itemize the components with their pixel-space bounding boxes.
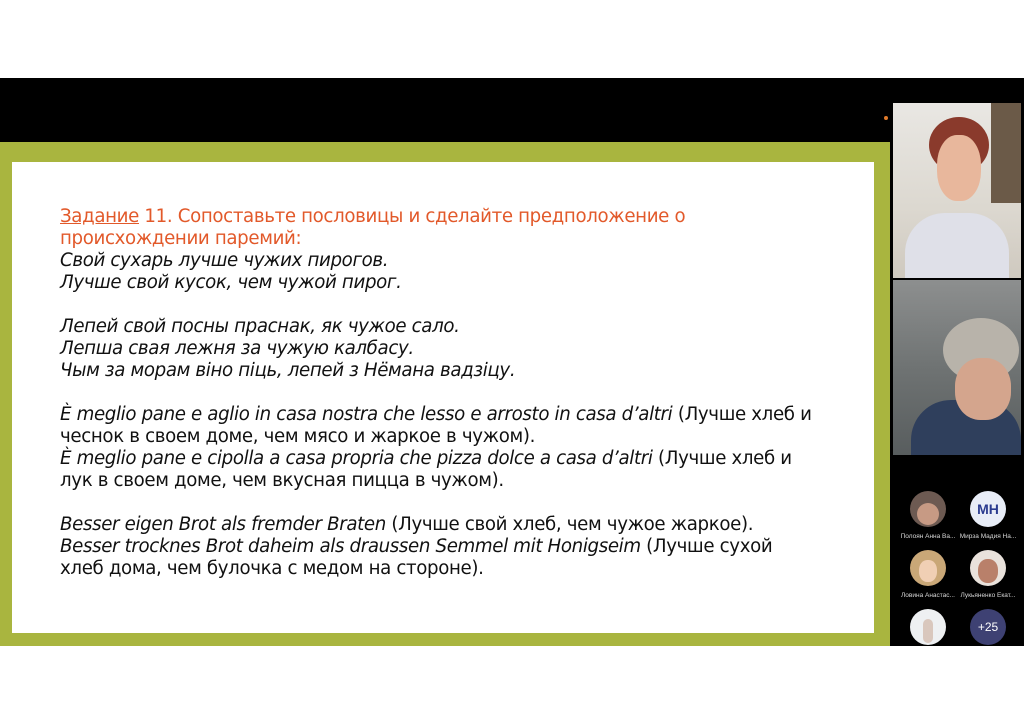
top-margin [0, 0, 1024, 78]
participant-name: Лукьяненко Екат... [960, 592, 1016, 599]
participant-tile[interactable] [896, 489, 960, 547]
proverb-line: Лепей свой посны праснак, як чужое сало. [60, 316, 460, 337]
panel-indicator-icon [884, 116, 888, 120]
proverb-line: Лучше свой кусок, чем чужой пирог. [60, 272, 402, 293]
slide-heading [60, 206, 820, 250]
avatar [910, 491, 946, 527]
proverb-original: Besser trocknes Brot daheim als draussen Semmel mit Honigseim [60, 536, 641, 557]
bookshelf-background [991, 103, 1021, 203]
heading-task-label: Задание [60, 206, 139, 227]
proverb-original: È meglio pane e aglio in casa nostra che lesso e arrosto in casa d’altri [60, 404, 673, 425]
proverb-translation: (Лучше хлеб и чеснок в своем доме, чем мясо и жаркое в чужом). [60, 404, 812, 447]
participant-tile[interactable] [956, 548, 1020, 606]
proverb-original: Besser eigen Brot als fremder Braten [60, 514, 386, 535]
heading-text: 11. Сопоставьте пословицы и сделайте предположение о происхождении паремий: [60, 206, 686, 249]
person-face [955, 358, 1011, 420]
proverb-line: Чым за морам віно піць, лепей з Нёмана вадзіцу. [60, 360, 516, 381]
proverb-line [60, 536, 820, 580]
avatar [910, 609, 946, 645]
avatar [910, 550, 946, 586]
person-body [905, 213, 1009, 278]
proverb-translation: (Лучше сухой хлеб дома, чем булочка с медом на стороне). [60, 536, 773, 579]
avatar [970, 550, 1006, 586]
person-face [937, 135, 981, 201]
participant-tile[interactable] [896, 607, 960, 647]
presentation-slide [12, 162, 874, 633]
proverb-original: È meglio pane e cipolla a casa propria che pizza dolce a casa d’altri [60, 448, 653, 469]
proverb-line: Свой сухарь лучше чужих пирогов. [60, 250, 389, 271]
proverb-line [60, 514, 820, 536]
proverb-translation: (Лучше свой хлеб, чем чужое жаркое). [385, 514, 754, 535]
bottom-margin [0, 646, 1024, 725]
proverb-line [60, 448, 820, 492]
participant-tile[interactable] [956, 489, 1020, 547]
more-participants-count: +25 [970, 609, 1006, 645]
slide-content [60, 206, 820, 580]
participant-video-speaker[interactable] [893, 103, 1021, 278]
proverb-line [60, 404, 820, 448]
participant-name: Мирза Мадия На... [959, 533, 1017, 540]
avatar-initials: MH [970, 491, 1006, 527]
participant-video-2[interactable] [893, 280, 1021, 455]
shared-screen [0, 142, 890, 646]
proverb-translation: (Лучше хлеб и лук в своем доме, чем вкусная пицца в чужом). [60, 448, 792, 491]
participant-tile[interactable] [896, 548, 960, 606]
participant-name: Полоян Анна Ва... [900, 533, 956, 540]
proverb-line: Лепша свая лежня за чужую калбасу. [60, 338, 414, 359]
participant-name: Ловина Анастас... [901, 592, 955, 599]
more-participants-button[interactable] [956, 607, 1020, 647]
